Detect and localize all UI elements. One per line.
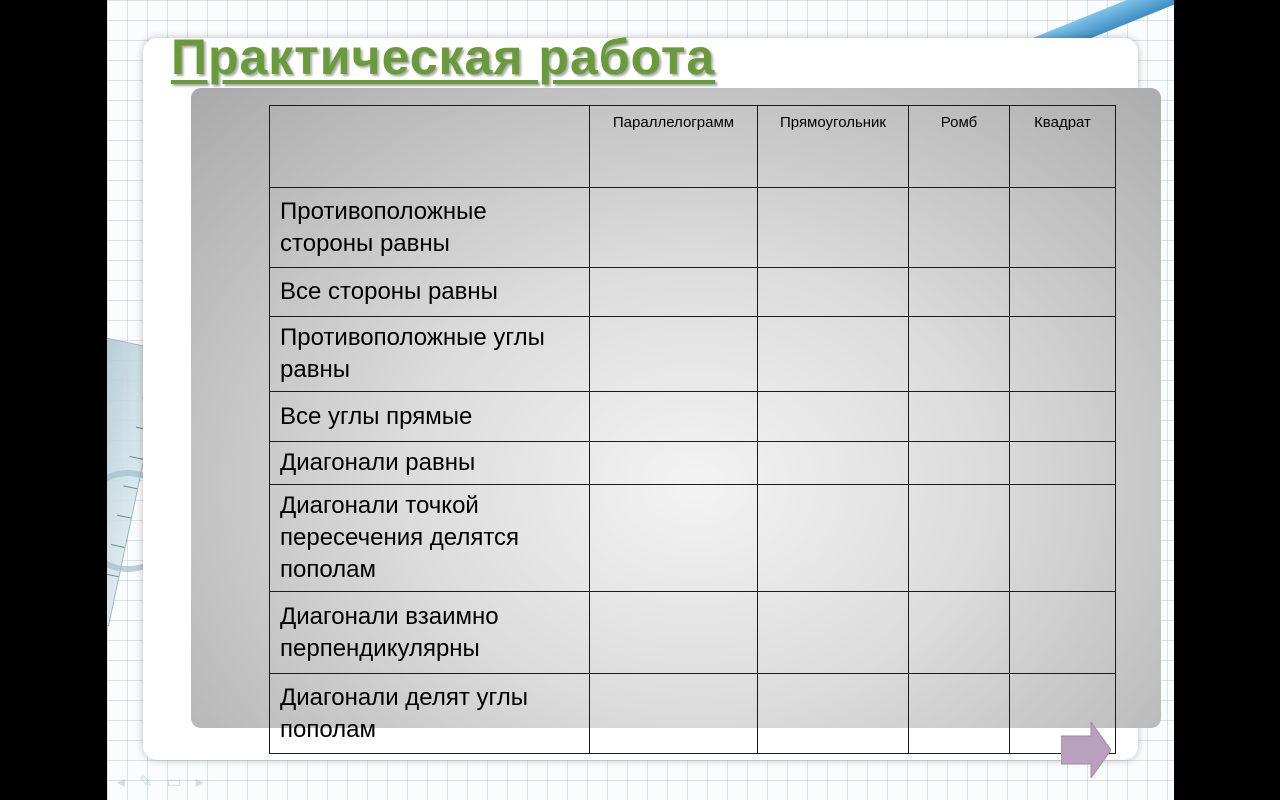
table-cell[interactable] xyxy=(758,674,909,754)
table-cell[interactable] xyxy=(758,268,909,317)
row-label: Диагонали делят углы пополам xyxy=(270,674,590,754)
table-cell[interactable] xyxy=(909,442,1010,485)
table-cell[interactable] xyxy=(1010,392,1116,442)
properties-table xyxy=(269,105,1116,754)
column-header: Параллелограмм xyxy=(590,106,758,188)
table-cell[interactable] xyxy=(909,188,1010,268)
next-slide-button[interactable] xyxy=(1061,722,1111,778)
slide-title: Практическая работа xyxy=(171,29,716,85)
column-header: Ромб xyxy=(909,106,1010,188)
table-row xyxy=(270,268,1116,317)
table-cell[interactable] xyxy=(758,188,909,268)
pen-icon[interactable]: ✎ xyxy=(139,774,153,791)
table-cell[interactable] xyxy=(590,392,758,442)
next-small-icon[interactable]: ▸ xyxy=(195,774,204,791)
slide xyxy=(107,0,1174,800)
table-corner-cell xyxy=(270,106,590,188)
table-cell[interactable] xyxy=(590,268,758,317)
row-label: Диагонали взаимно перпендикулярны xyxy=(270,592,590,674)
table-row xyxy=(270,442,1116,485)
table-header-row xyxy=(270,106,1116,188)
table-cell[interactable] xyxy=(758,485,909,592)
table-cell[interactable] xyxy=(590,485,758,592)
table-cell[interactable] xyxy=(909,317,1010,392)
table-cell[interactable] xyxy=(1010,485,1116,592)
table-cell[interactable] xyxy=(909,592,1010,674)
table-cell[interactable] xyxy=(1010,268,1116,317)
table-cell[interactable] xyxy=(909,485,1010,592)
table-row xyxy=(270,592,1116,674)
table-row xyxy=(270,317,1116,392)
table-row xyxy=(270,188,1116,268)
table-cell[interactable] xyxy=(590,442,758,485)
table-cell[interactable] xyxy=(758,592,909,674)
table-cell[interactable] xyxy=(909,674,1010,754)
column-header: Квадрат xyxy=(1010,106,1116,188)
table-cell[interactable] xyxy=(1010,188,1116,268)
table-cell[interactable] xyxy=(590,674,758,754)
table-row xyxy=(270,392,1116,442)
slideshow-controls xyxy=(117,772,204,792)
table-row xyxy=(270,674,1116,754)
row-label: Все углы прямые xyxy=(270,392,590,442)
table-cell[interactable] xyxy=(758,442,909,485)
table-cell[interactable] xyxy=(590,592,758,674)
column-header: Прямоугольник xyxy=(758,106,909,188)
menu-icon[interactable]: ▭ xyxy=(166,774,182,791)
table-cell[interactable] xyxy=(758,317,909,392)
next-arrow-icon xyxy=(1061,722,1111,778)
row-label: Противоположные углы равны xyxy=(270,317,590,392)
row-label: Диагонали точкой пересечения делятся пополам xyxy=(270,485,590,592)
table-cell[interactable] xyxy=(909,392,1010,442)
row-label: Все стороны равны xyxy=(270,268,590,317)
table-cell[interactable] xyxy=(590,188,758,268)
prev-icon[interactable]: ◂ xyxy=(117,774,126,791)
table-cell[interactable] xyxy=(1010,592,1116,674)
row-label: Диагонали равны xyxy=(270,442,590,485)
table-row xyxy=(270,485,1116,592)
table-cell[interactable] xyxy=(909,268,1010,317)
table-cell[interactable] xyxy=(1010,317,1116,392)
row-label: Противоположные стороны равны xyxy=(270,188,590,268)
table-cell[interactable] xyxy=(758,392,909,442)
table-cell[interactable] xyxy=(1010,442,1116,485)
table-cell[interactable] xyxy=(590,317,758,392)
